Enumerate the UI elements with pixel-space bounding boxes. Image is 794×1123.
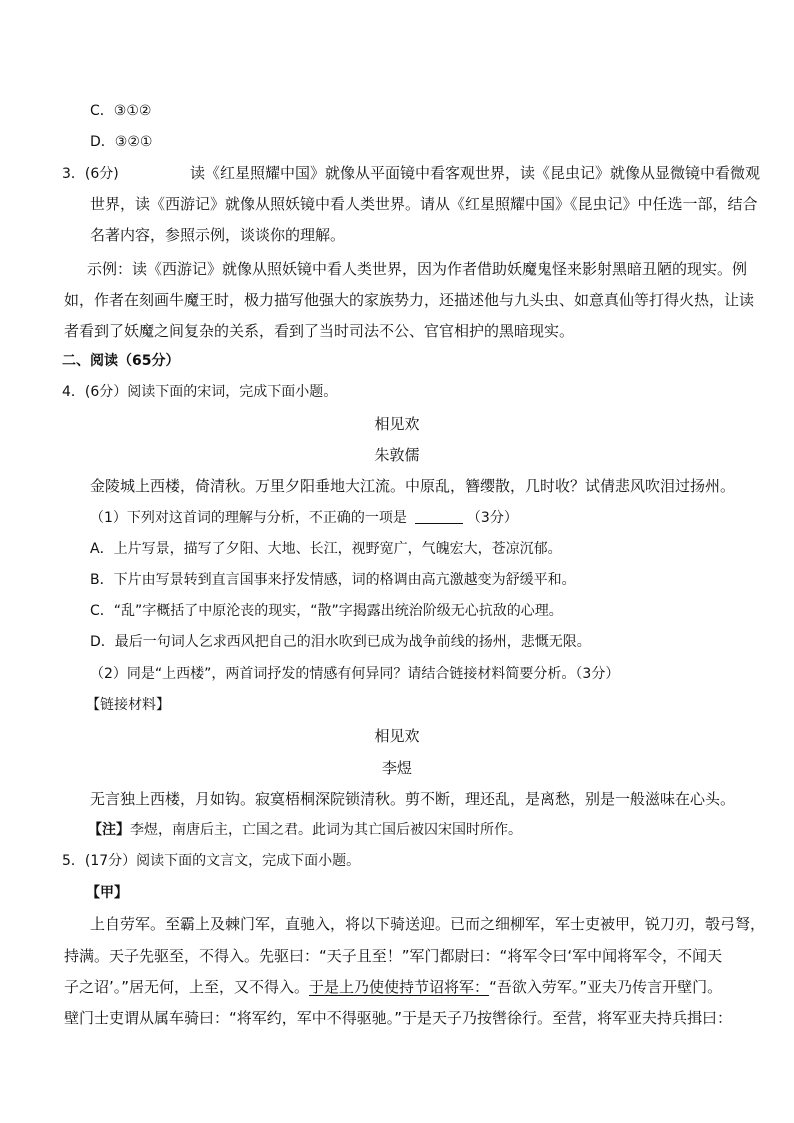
classical-text-line-4: 壁门士吏谓从属车骑曰：“将军约，军中不得驱驰。”于是天子乃按辔徐行。至营，将军亚夫持兵揖曰： [64,1009,733,1027]
option-d-q4: D．最后一句词人乞求西风把自己的泪水吹到已成为战争前线的扬州，悲慨无限。 [90,634,591,650]
line-3-start: 子之诏’。”居无何，上至，又不得入。 [64,978,310,996]
part-jia-label: 【甲】 [86,885,128,901]
note-text: 李煜，南唐后主，亡国之君。此词为其亡国后被囚宋国时所作。 [130,822,522,838]
poem-2-author: 李煜 [381,759,412,777]
sub-question-1-text: （1）下列对这首词的理解与分析，不正确的一项是 [90,510,407,526]
example-line-2: 如，作者在刻画牛魔王时，极力描写他强大的家族势力，还描述他与九头虫、如意真仙等打得火热，让读 [64,291,755,309]
note [88,823,522,837]
poem-1-author: 朱敦儒 [374,446,420,464]
line-3-end: “吾欲入劳军。”亚夫乃传言开壁门。 [489,978,723,996]
question-4-intro: 4．(6分）阅读下面的宋词，完成下面小题。 [62,384,338,400]
note-label: 【注】 [88,822,130,838]
question-3-line-1: 读《红星照耀中国》就像从平面镜中看客观世界，读《昆虫记》就像从显微镜中看微观 [190,164,761,182]
section-2-heading: 二、阅读（65分） [62,353,180,369]
example-line-3: 者看到了妖魔之间复杂的关系，看到了当时司法不公、官官相护的黑暗现实。 [64,322,575,340]
question-3-line-3: 名著内容，参照示例，谈谈你的理解。 [90,226,346,244]
question-5-intro: 5．(17分）阅读下面的文言文，完成下面小题。 [62,853,361,869]
option-c-q4: C．“乱”字概括了中原沦丧的现实，“散”字揭露出统治阶级无心抗敌的心理。 [90,603,563,619]
option-a: A．上片写景，描写了夕阳、大地、长江，视野宽广，气魄宏大，苍凉沉郁。 [90,541,562,557]
sub-question-1-points: （3分） [466,510,518,526]
example-line-1: 示例：读《西游记》就像从照妖镜中看人类世界，因为作者借助妖魔鬼怪来影射黑暗丑陋的现实。例 [87,260,748,278]
option-d: D．③②① [90,134,153,150]
sub-question-2: （2）同是“上西楼”，两首词抒发的情感有何异同？请结合链接材料简要分析。（3分） [90,666,620,682]
answer-blank[interactable] [415,522,463,524]
option-b: B．下片由写景转到直言国事来抒发情感，词的格调由高亢激越变为舒缓平和。 [90,572,576,588]
underlined-sentence: 于是上乃使使持节诏将军： [309,978,490,996]
question-3-number: 3．(6分) [62,166,119,182]
link-material-label: 【链接材料】 [86,697,170,713]
classical-text-line-3 [64,980,722,995]
option-c: C．③①② [90,103,152,119]
poem-2-text: 无言独上西楼，月如钩。寂寞梧桐深院锁清秋。剪不断，理还乱，是离愁，别是一般滋味在心头。 [90,790,736,808]
classical-text-line-2: 持满。天子先驱至，不得入。先驱曰：“天子且至！”军门都尉曰：“将军令曰‘军中闻将军令，不闻天 [64,947,723,965]
classical-text-line-1: 上自劳军。至霸上及棘门军，直驰入，将以下骑送迎。已而之细柳军，军士吏被甲，锐刀刃，彀弓弩， [90,915,766,933]
poem-2-title: 相见欢 [374,727,420,745]
poem-1-title: 相见欢 [374,415,420,433]
question-3-line-2: 世界，读《西游记》就像从照妖镜中看人类世界。请从《红星照耀中国》《昆虫记》中任选一部，结合 [90,195,758,213]
poem-1-text: 金陵城上西楼，倚清秋。万里夕阳垂地大江流。中原乱，簪缨散，几时收？试倩悲风吹泪过扬州。 [90,477,736,495]
sub-question-1 [90,511,518,525]
